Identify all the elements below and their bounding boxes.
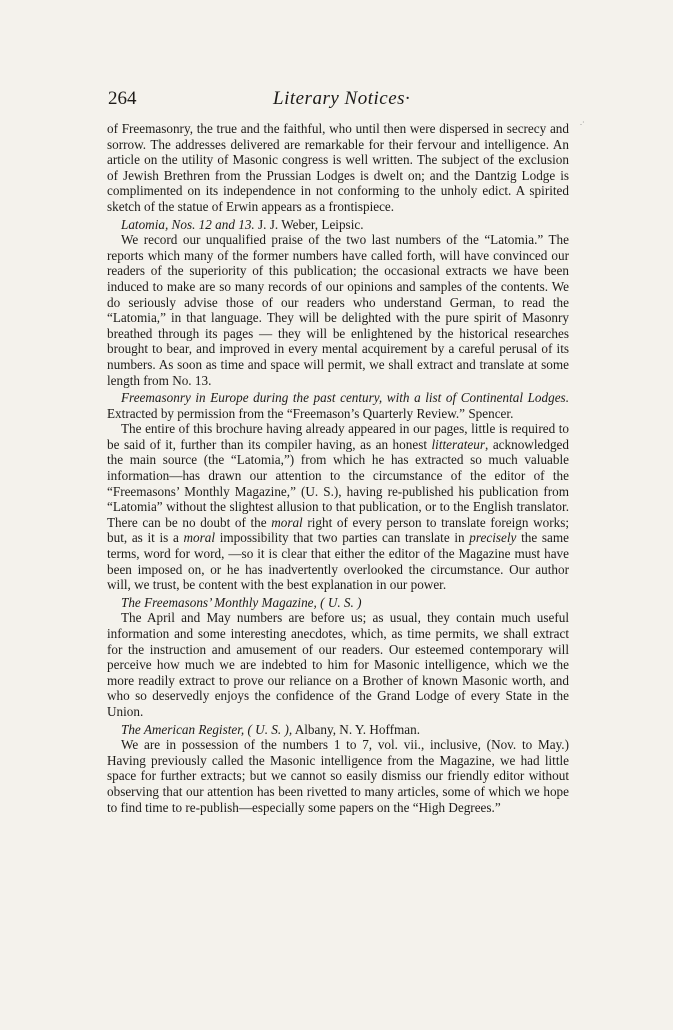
page-header xyxy=(108,88,568,112)
title-plain: Extracted by permission from the “Freemason’s Quarterly Review.” Spencer. xyxy=(107,405,514,421)
paragraph-american-register: We are in possession of the numbers 1 to 7, vol. vii., inclusive, (Nov. to May.) Having previously called the Masonic intelligence from the Magazine, we had little space for further extracts; but we cannot so easily dismiss our friendly editor without observing that our attention has been rivetted to many articles, some of which we hope to find time to re-publish—especially some papers on the “High Degrees.” xyxy=(107,737,569,815)
page-number: 264 xyxy=(108,88,137,109)
paragraph-monthly-magazine: The April and May numbers are before us; as usual, they contain much useful information and some interesting anecdotes, which, as time permits, we shall extract for the instruction and amusement of our readers. Our esteemed contemporary will perceive how much we are indebted to him for Masonic intelligence, which we the more readily extract to prove our reliance on a Brother of known Masonic worth, and who so deservedly enjoys the confidence of the Grand Lodge of every State in the Union. xyxy=(107,610,569,719)
text-run: the same terms, word for word, —so it is clear that either the editor of the Magazine must have been imposed on, or he has inadvertently overlooked the circumstance. Our author will, we trust, be content with the best explanation in our power. xyxy=(107,530,569,593)
margin-mark: .· xyxy=(580,118,585,127)
title-italic: Latomia, Nos. 12 and 13. xyxy=(121,216,255,232)
notice-title-freemasonry-europe xyxy=(107,390,569,421)
text-run: impossibility that two parties can translate in xyxy=(215,530,470,546)
notice-title-american-register xyxy=(107,722,569,738)
title-plain: J. J. Weber, Leipsic. xyxy=(254,216,364,232)
text-run: right of every person to translate foreign works; but, as it is a xyxy=(107,514,569,546)
title-italic: The American Register, ( U. S. ), xyxy=(121,721,293,737)
paragraph-brochure xyxy=(107,421,569,593)
notice-title-latomia xyxy=(107,217,569,233)
notice-title-monthly-magazine xyxy=(107,595,569,611)
title-plain: Albany, N. Y. Hoffman. xyxy=(292,721,421,737)
paragraph-freemasonry-continued: of Freemasonry, the true and the faithful, who until then were dispersed in secrecy and sorrow. The addresses delivered are remarkable for their fervour and intelligence. An article on the utility of Masonic congress is well written. The subject of the exclusion of Jewish Brethren from the Prussian Lodges is dwelt on; and the Dantzig Lodge is complimented on its independence in not conforming to the unholy edict. A spirited sketch of the statue of Erwin appears as a frontispiece. xyxy=(107,121,569,214)
paragraph-latomia: We record our unqualified praise of the two last numbers of the “Latomia.” The reports which many of the former numbers have called forth, will have convinced our readers of the superiority of this publication; the occasional extracts we have been induced to make are so many records of our opinions and samples of the contents. We do seriously advise those of our readers who understand German, to read the “Latomia,” in that language. They will be delighted with the pure spirit of Masonry breathed through its pages — they will be enlightened by the historical researches brought to bear, and improved in every mental acquirement by a careful perusal of its numbers. As soon as time and space will permit, we shall extract and translate at some length from No. 13. xyxy=(107,232,569,388)
italic-run: precisely xyxy=(469,530,517,546)
text-run: , acknowledged the main source (the “Latomia,”) from which he has extracted so much valuable information—has drawn our attention to the circumstance of the editor of the “Freemasons’ Monthly Magazine,” (U. S.), having re-published his publication from “Latomia” without the slightest allusion to that publication, or to the English translator. There can be no doubt of the xyxy=(107,436,569,530)
running-title: Literary Notices· xyxy=(273,88,411,109)
page-body xyxy=(107,121,569,815)
italic-run: litterateur xyxy=(431,436,485,452)
title-italic: The Freemasons’ Monthly Magazine, ( U. S. ) xyxy=(121,594,362,610)
title-italic: Freemasonry in Europe during the past century, with a list of Continental Lodges. xyxy=(121,390,569,406)
italic-run: moral xyxy=(183,530,216,546)
italic-run: moral xyxy=(271,514,303,530)
text-run: The entire of this brochure having already appeared in our pages, little is required to be said of it, further than its compiler having, as an honest xyxy=(107,421,569,452)
